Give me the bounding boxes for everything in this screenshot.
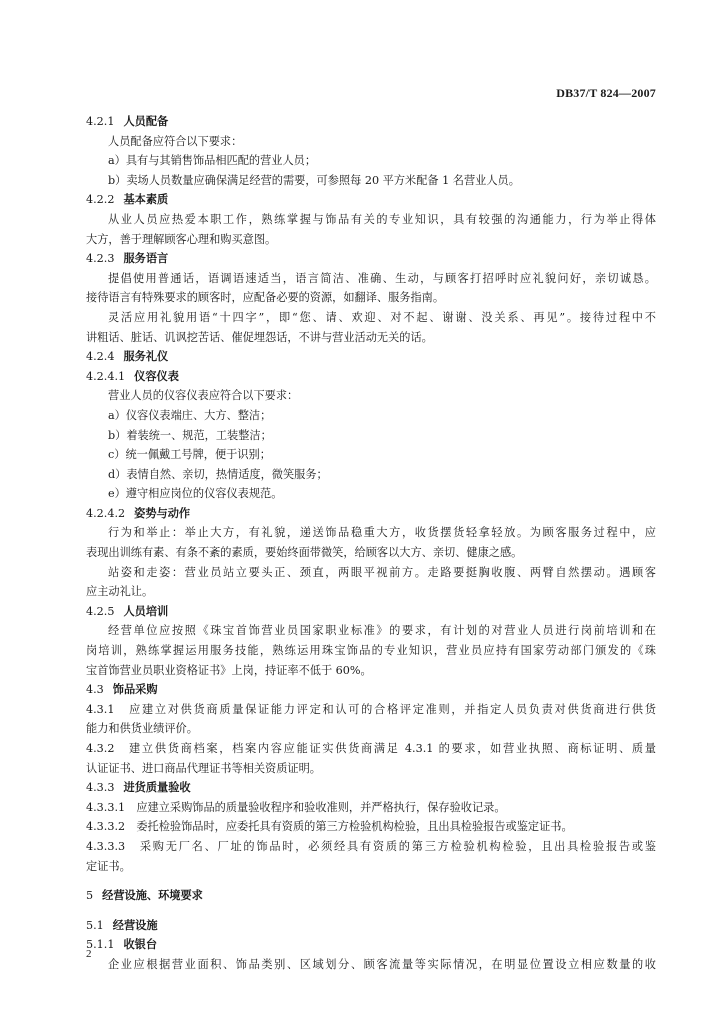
paragraph-line: 大方，善于理解顾客心理和购买意图。 [86,232,277,246]
list-item: c）统一佩戴工号牌，便于识别； [108,448,271,462]
section-heading-4-2-4-1: 4.2.4.1 仪容仪表 [86,368,179,383]
list-item: b）着装统一、规范，工装整洁； [108,428,272,442]
section-heading-4-2-4: 4.2.4 服务礼仪 [86,349,169,364]
section-heading-4-2-3: 4.2.3 服务语言 [86,251,169,266]
paragraph-line: 接待语言有特殊要求的顾客时，应配备必要的资源，如翻译、服务指南。 [86,291,445,305]
list-item: b）卖场人员数量应确保满足经营的需要，可参照每 20 平方米配备 1 名营业人员。 [108,173,520,187]
paragraph-line: 4.3.3.2 委托检验饰品时，应委托具有资质的第三方检验机构检验，且出具检验报告或鉴定证书。 [86,820,573,834]
paragraph-line: 讲粗话、脏话、讥讽挖苦话、催促埋怨话，不讲与营业活动无关的话。 [86,330,433,344]
list-item: e）遵守相应岗位的仪容仪表规范。 [108,487,283,501]
paragraph-line: 从业人员应热爱本职工作，熟练掌握与饰品有关的专业知识，具有较强的沟通能力，行为举止得体 [108,212,656,226]
paragraph-line: 4.3.2 建立供货商档案，档案内容应能证实供货商满足 4.3.1 的要求，如营业执照、商标证明、质量 [86,742,656,755]
section-heading-4-2-2: 4.2.2 基本素质 [86,192,169,207]
paragraph-line: 站姿和走姿：营业员站立要头正、颈直，两眼平视前方。走路要挺胸收腹、两臂自然摆动。遇顾客 [108,565,656,579]
section-heading-4-2-1: 4.2.1 人员配备 [86,114,169,128]
paragraph-line: 能力和供货业绩评价。 [86,722,198,736]
paragraph-line: 灵活应用礼貌用语“十四字”，即“您、请、欢迎、对不起、谢谢、没关系、再见”。接待过程中不 [108,310,656,324]
paragraph-line: 应主动礼让。 [86,585,154,599]
section-heading-5: 5 经营设施、环境要求 [86,888,203,903]
list-item: a）仪容仪表端庄、大方、整洁； [108,408,272,422]
section-heading-5-1: 5.1 经营设施 [86,917,158,932]
paragraph-line: 4.3.3.3 采购无厂名、厂址的饰品时，必须经具有资质的第三方检验机构检验，且出具检验报告或鉴 [86,839,656,853]
paragraph-line: 营业人员的仪容仪表应符合以下要求： [108,389,299,403]
paragraph-line: 企业应根据营业面积、饰品类别、区域划分、顾客流量等实际情况，在明显位置设立相应数量的收 [108,957,656,971]
section-heading-5-1-1: 5.1.1 收银台 [86,937,158,952]
list-item: a）具有与其销售饰品相匹配的营业人员； [108,154,317,168]
paragraph-line: 表现出训练有素、有条不紊的素质，要始终面带微笑，给顾客以大方、亲切、健康之感。 [86,546,523,560]
page-number: 2 [86,948,92,960]
paragraph-line: 经营单位应按照《珠宝首饰营业员国家职业标准》的要求，有计划的对营业人员进行岗前培训和在 [108,624,656,638]
paragraph-line: 提倡使用普通话，语调语速适当，语言简洁、准确、生动，与顾客打招呼时应礼貌问好，亲切诚恳。 [108,271,656,285]
paragraph-line: 宝首饰营业员职业资格证书》上岗，持证率不低于 60%。 [86,663,372,677]
section-heading-4-2-5: 4.2.5 人员培训 [86,603,169,618]
paragraph-line: 岗培训，熟练掌握运用服务技能，熟练运用珠宝饰品的专业知识，营业员应持有国家劳动部门颁发的《珠 [86,644,656,658]
standard-code: DB37/T 824—2007 [556,86,656,100]
paragraph-line: 4.3.1 应建立对供货商质量保证能力评定和认可的合格评定准则，并指定人员负责对供货商进行供货 [86,702,656,716]
paragraph-line: 行为和举止：举止大方，有礼貌，递送饰品稳重大方，收货摆货轻拿轻放。为顾客服务过程中，应 [108,526,656,540]
list-item: d）表情自然、亲切，热情适度，微笑服务； [108,467,328,481]
section-heading-4-3-3: 4.3.3 进货质量验收 [86,780,191,795]
paragraph-line: 4.3.3.1 应建立采购饰品的质量验收程序和验收准则，并严格执行，保存验收记录。 [86,800,506,814]
paragraph-line: 定证书。 [86,859,131,873]
paragraph-line: 人员配备应符合以下要求： [108,134,243,148]
document-body [86,112,656,975]
paragraph-line: 认证证书、进口商品代理证书等相关资质证明。 [86,761,321,775]
section-heading-4-2-4-2: 4.2.4.2 姿势与动作 [86,505,191,520]
section-heading-4-3: 4.3 饰品采购 [86,682,158,697]
